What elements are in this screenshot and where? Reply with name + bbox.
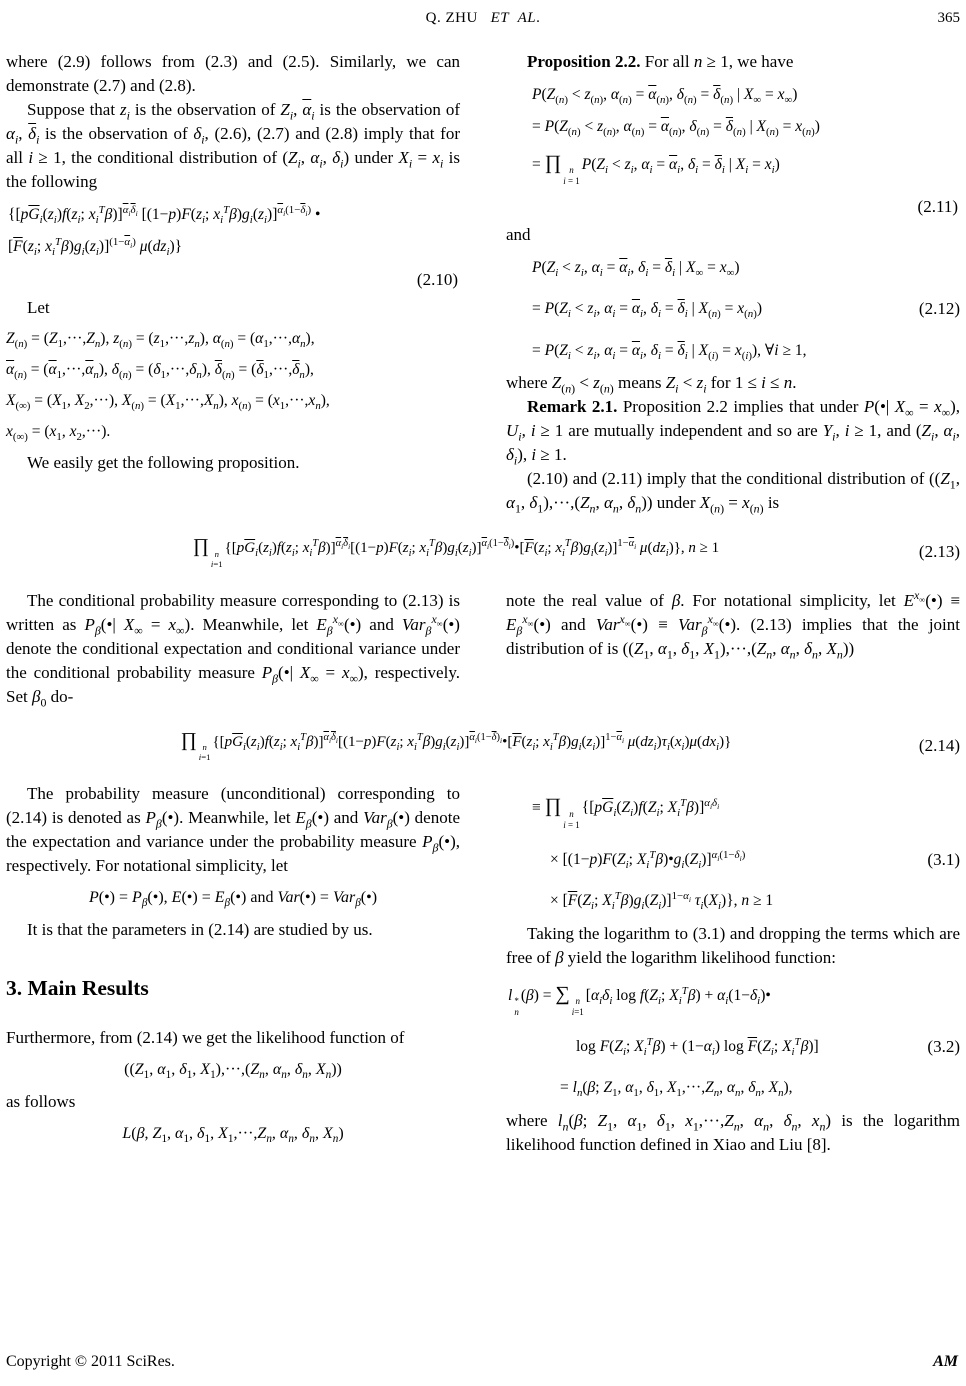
equation-2-11: [506, 83, 960, 219]
equation-row: [506, 288, 960, 329]
equation-line: = $P(Z_i < z_i$, $\alpha_i = \overline{\alpha}_i$, $\delta_i = \overline{\delta}_i$ | $X_{(i)} = x_{(i)}$), ∀i ≥ 1,: [532, 341, 807, 362]
equation-2-14: [6, 729, 960, 763]
paragraph: Let: [27, 297, 50, 317]
equation-number: (2.11): [917, 197, 958, 217]
paragraph: where $l_n(\beta$; $Z_1$, $\alpha_1$, $\delta_1$, $x_1,\cdot\cdot\cdot,Z_n$, $\alpha_n$, $\delta_n$, $x_n$) is the logarithm likelihood function defined in Xiao and Liu [8].: [506, 1110, 961, 1154]
equation-number: (2.13): [918, 541, 960, 561]
paragraph: We easily get the following proposition.: [27, 452, 300, 472]
left-column-middle: [6, 589, 460, 709]
equation-row: [506, 1026, 960, 1067]
display-formula: L(β, $Z_1$, $\alpha_1$, $\delta_1$, $X_1,\cdot\cdot\cdot,Z_n$, $\alpha_n$, $\delta_n$, $X_n$): [122, 1125, 344, 1146]
equation-line: × [$\overline{F}(Z_i$; $X_i^T\beta)g_i(Z_i)]^{1-\alpha_i}$ $\tau_i(X_i)$}, n ≥ 1: [550, 890, 774, 913]
journal-abbrev: AM: [933, 1353, 958, 1370]
equation-3-2: [506, 979, 960, 1100]
paragraph: as follows: [6, 1092, 76, 1112]
bottom-section: [6, 782, 960, 1156]
proposition-paragraph: Proposition 2.2. For all n ≥ 1, we have: [527, 52, 794, 71]
paragraph: The conditional probability measure corresponding to (2.13) is written as $P_\beta(•|$ $X_\infty = x_\infty$). Meanwhile, let $E_\beta^{x_\infty}(•)$ and Var$_\beta^{x_\infty}$(•) denote the conditional expectation and conditional variance under the conditional probability measure $P_\beta(•|$ $X_\infty = x_\infty$), respectively. Set $\beta_0$ do-: [6, 590, 460, 710]
paragraph: Taking the logarithm to (3.1) and dropping the terms which are free of β yield the logarithm likelihood function:: [506, 923, 960, 967]
left-column-top: [6, 50, 460, 515]
equation-3-1: [506, 791, 960, 912]
paragraph: It is that the parameters in (2.14) are studied by us.: [27, 920, 373, 940]
equation-line: [$\overline{F}(z_i$; $x_i^T\beta)g_i(z_i)]^{(1-\overline{\alpha}_i)}$ $\mu(dz_i)$}: [8, 236, 183, 259]
equation-number: (2.10): [416, 269, 458, 289]
equation-row: [506, 839, 960, 880]
paragraph: where $Z_{(n)} < z_{(n)}$ means $Z_i < z_i$ for 1 ≤ i ≤ n.: [506, 372, 797, 396]
definitions-block: [6, 327, 460, 444]
equation-line: × [$(1-p)F(Z_i$; $X_i^T\beta)•g_i(Z_i)]^{\alpha_i(1-\delta_i)}$: [550, 848, 746, 872]
right-column-top: [506, 50, 960, 515]
middle-section: [6, 589, 960, 709]
equation-line: = ∏ n i = 1 $P(Z_i < z_i$, $\alpha_i = \overline{\alpha}_i$, $\delta_i = \overline{\delta}_i$ | $X_i = x_i$): [532, 151, 780, 186]
paragraph: Furthermore, from (2.14) we get the likelihood function of: [6, 1028, 405, 1048]
page-number: 365: [937, 10, 960, 26]
equation-2-13: [6, 535, 960, 569]
left-column-bottom: [6, 782, 460, 1156]
equation-line: {[$p\overline{G}_i(z_i)f(z_i$; $x_i^T\beta)]^{\overline{\alpha}_i\overline{\delta}_i}$ [$(1-p)F(z_i$; $x_i^T\beta)g_i(z_i)]^{\overline{\alpha}_i(1-\overline{\delta}_i)}$ •: [8, 203, 321, 227]
equation-number: (3.2): [927, 1036, 960, 1056]
paragraph: Suppose that $z_i$ is the observation of $Z_i$, $\overline{\alpha}_i$ is the observation of $\alpha_i$, $\overline{\delta}_i$ is the observation of $\delta_i$, (2.6), (2.7) and (2.8) imply that for all i ≥ 1, the conditional distribution of ($Z_i$, $\alpha_i$, $\delta_i$) under $X_i = x_i$ is the following: [6, 100, 461, 191]
equation-number: (3.1): [927, 849, 960, 869]
right-column-bottom: [506, 782, 960, 1156]
equation-number: (2.12): [918, 298, 960, 318]
display-formula: P(•) = $P_\beta(•)$, E(•) = $E_\beta(•)$ and Var(•) = Var$_\beta$(•): [88, 889, 378, 910]
page-header: [6, 6, 960, 30]
running-head: Q. ZHU ET AL.: [425, 10, 541, 26]
paragraph: The probability measure (unconditional) corresponding to (2.14) is denoted as $P_\beta(•)$. Meanwhile, let $E_\beta(•)$ and Var$_\beta$(•) denote the expectation and variance under the probability measure $P_\beta(•)$, respectively. For notational simplicity, let: [6, 784, 461, 876]
page-footer: [6, 1344, 960, 1386]
remark-paragraph: Remark 2.1. Proposition 2.2 implies that under P(•| $X_\infty = x_\infty$), $U_i$, i ≥ 1 are mutually independent and so are $Y_i$, i ≥ 1, and ($Z_i$, $\alpha_i$, $\delta_i$), i ≥ 1.: [506, 396, 961, 468]
paragraph: where (2.9) follows from (2.3) and (2.5). Similarly, we can demonstrate (2.7) and (2.8).: [6, 52, 460, 95]
equation-line: $\overline{\alpha}_{(n)} = (\overline{\alpha}_1,\cdot\cdot\cdot,\overline{\alpha}_n)$, $\delta_{(n)} = (\delta_1,\cdot\cdot\cdot,\delta_n)$, $\overline{\delta}_{(n)} = (\overline{\delta}_1,\cdot\cdot\cdot,\overline{\delta}_n)$,: [6, 360, 314, 381]
equation-line: ≡ ∏ n i = 1 {[$p\overline{G}_i(Z_i)f(Z_i$; $X_i^T\beta)]^{\alpha_i\delta_i}$: [532, 795, 720, 830]
equation-line: $X_{(\infty)} = (X_1$, $X_2,\cdot\cdot\cdot$), $X_{(n)} = (X_1,\cdot\cdot\cdot,X_n)$, $x_{(n)} = (x_1,\cdot\cdot\cdot,x_n)$,: [6, 391, 330, 412]
paragraph: and: [506, 225, 531, 245]
equation-line: ∏ n i=1 {[$p\overline{G}_i(z_i)f(z_i$; $x_i^T\beta)]^{\overline{\alpha}_i\overline{\delta}_i}[(1-p)F(z_i$; $x_i^T\beta)g_i(z_i)]^{\overline{\alpha}_i(1-\overline{\delta})_i}•[\overline{F}(z_i$; $x_i^T\beta)g_i(z_i)]^{1-\overline{\alpha}_i}$ $\mu(dz_i)\tau_i(x_i)\mu(dx_i)$}: [180, 729, 732, 763]
copyright-text: Copyright © 2011 SciRes.: [6, 1353, 175, 1370]
equation-2-10: [6, 203, 460, 292]
right-column-middle: [506, 589, 960, 709]
equation-line: = $P(Z_{(n)} < z_{(n)}$, $\alpha_{(n)} = \overline{\alpha}_{(n)}$, $\delta_{(n)} = \overline{\delta}_{(n)}$ | $X_{(n)} = x_{(n)}$): [532, 118, 820, 139]
display-formula: (($Z_1$, $\alpha_1$, $\delta_1$, $X_1),\cdot\cdot\cdot,(Z_n$, $\alpha_n$, $\delta_n$, $X_n$)): [124, 1061, 342, 1082]
equation-line: $Z_{(n)} = (Z_1,\cdot\cdot\cdot,Z_n)$, $z_{(n)} = (z_1,\cdot\cdot\cdot,z_n)$, $\alpha_{(n)} = (\alpha_1,\cdot\cdot\cdot,\alpha_n)$,: [6, 329, 315, 350]
equation-line: $x_{(\infty)} = (x_1$, $x_2,\cdot\cdot\cdot$).: [6, 422, 111, 443]
equation-2-12: [506, 256, 960, 362]
equation-line: $P(Z_{(n)} < z_{(n)}$, $\alpha_{(n)} = \overline{\alpha}_{(n)}$, $\delta_{(n)} = \overline{\delta}_{(n)}$ | $X_\infty = x_\infty$): [532, 86, 798, 107]
equation-line: = $l_n(\beta$; $Z_1$, $\alpha_1$, $\delta_1$, $X_1,\cdot\cdot\cdot,Z_n$, $\alpha_n$, $\delta_n$, $X_n$),: [560, 1079, 793, 1100]
top-section: [6, 50, 960, 515]
section-heading: 3. Main Results: [6, 976, 149, 1001]
equation-line: = $P(Z_i < z_i$, $\alpha_i = \overline{\alpha}_i$, $\delta_i = \overline{\delta}_i$ | $X_{(n)} = x_{(n)}$): [532, 300, 762, 321]
paragraph: (2.10) and (2.11) imply that the conditional distribution of (($Z_1$, $\alpha_1$, $\delta_1),\cdot\cdot\cdot,(Z_n$, $\alpha_n$, $\delta_n$)) under $X_{(n)} = x_{(n)}$ is: [506, 468, 960, 516]
equation-line: $P(Z_i < z_i$, $\alpha_i = \overline{\alpha}_i$, $\delta_i = \overline{\delta}_i$ | $X_\infty = x_\infty$): [532, 259, 740, 280]
equation-number: (2.14): [918, 735, 960, 755]
equation-line: l * n (β) = ∑ n i=1 [$\alpha_i\delta_i$ $\log f(Z_i$; $X_i^T\beta$) + $\alpha_i(1-\delta_i)•$: [508, 982, 771, 1017]
equation-line: $\log F(Z_i$; $X_i^T\beta) + (1-\alpha_i)$ $\log \overline{F}(Z_i$; $X_i^T\beta$)]: [576, 1035, 819, 1059]
equation-line: ∏ n i=1 {[$p\overline{G}_i(z_i)f(z_i$; $x_i^T\beta)]^{\overline{\alpha}_i\overline{\delta}_i}[(1-p)F(z_i$; $x_i^T\beta)g_i(z_i)]^{\overline{\alpha}_i(1-\overline{\delta}_i)}•[\overline{F}(z_i$; $x_i^T\beta)g_i(z_i)]^{1-\overline{\alpha}_i}$ $\mu(dz_i)$}, n ≥ 1: [192, 535, 720, 569]
paragraph: note the real value of β. For notational simplicity, let $E^{x_\infty}(•)$ ≡ $E_\beta^{x_\infty}(•)$ and Var$^{x_\infty}$(•) ≡ Var$_\beta^{x_\infty}$(•). (2.13) implies that the joint distribution of is (($Z_1$, $\alpha_1$, $\delta_1$, $X_1),\cdot\cdot\cdot,(Z_n$, $\alpha_n$, $\delta_n$, $X_n$)): [506, 587, 960, 662]
